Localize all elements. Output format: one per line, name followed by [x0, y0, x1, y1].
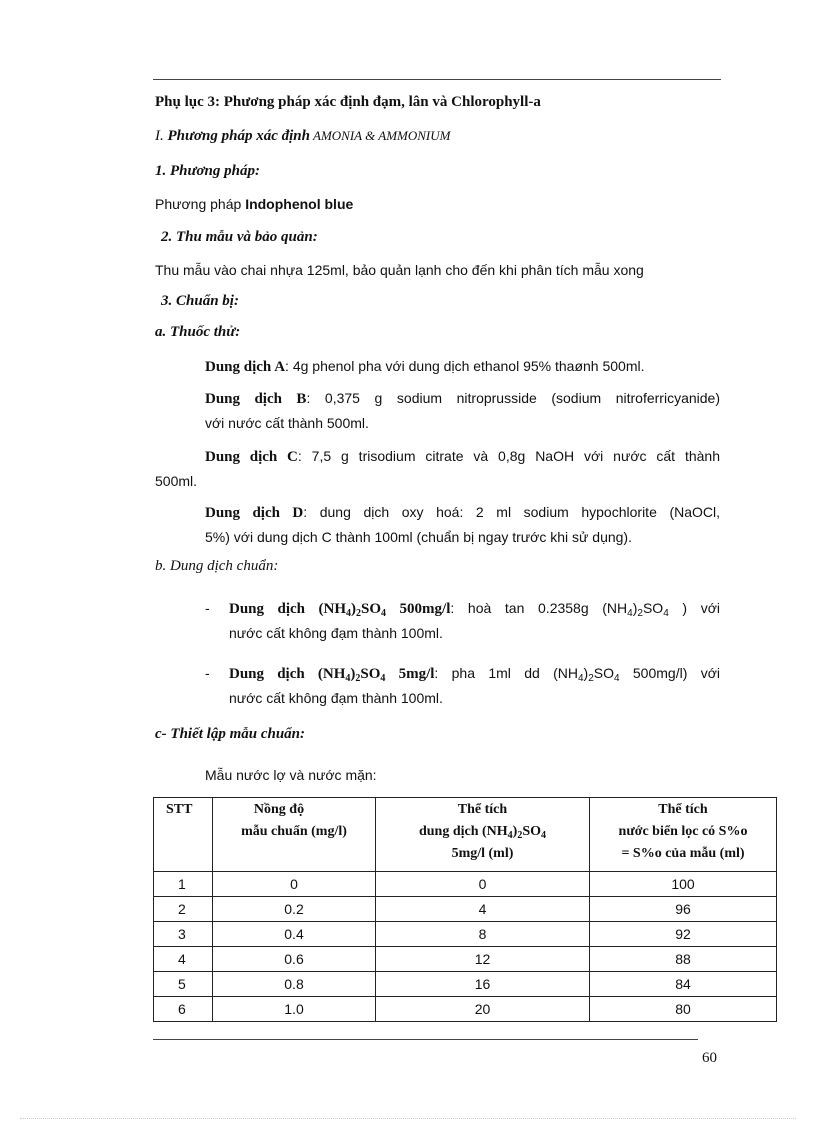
cell-seawater: 80 — [590, 997, 777, 1022]
reagent-text: : dung dịch oxy hoá: 2 ml sodium hypochlorite (NaOCl, — [303, 504, 720, 520]
standard-line — [229, 596, 720, 621]
standard-solution-heading: b. Dung dịch chuẩn: — [155, 558, 279, 574]
cell-concentration: 0.4 — [213, 922, 376, 947]
cell-concentration: 0.8 — [213, 972, 376, 997]
method-name: Indophenol blue — [245, 196, 354, 212]
header-rule — [153, 79, 721, 80]
cell-seawater: 96 — [590, 897, 777, 922]
reagent-label: Dung dịch B — [205, 391, 307, 407]
cell-concentration: 1.0 — [213, 997, 376, 1022]
standard-label: Dung dịch $(NH_4)_2SO_4$ 5mg/l — [229, 666, 435, 684]
cell-stt: 3 — [154, 922, 213, 947]
header-concentration: Nồng độ mẫu chuẩn (mg/l) — [213, 798, 376, 872]
standard-line — [229, 661, 720, 686]
reagent-d — [205, 500, 720, 549]
cell-seawater: 92 — [590, 922, 777, 947]
reagent-label: Dung dịch A — [205, 359, 286, 375]
reagents-heading: a. Thuốc thử: — [155, 324, 241, 340]
cell-concentration: 0.6 — [213, 947, 376, 972]
method-text: Phương pháp — [155, 196, 246, 212]
standard-line: nước cất không đạm thành 100ml. — [229, 625, 443, 641]
cell-volume: 20 — [376, 997, 590, 1022]
header-volume: Thể tích dung dịch $(NH_4)_2SO_4$ 5mg/l (ml) — [376, 798, 590, 872]
method-paragraph — [155, 196, 353, 214]
reagent-text: : 0,375 g sodium nitroprusside (sodium nitroferricyanide) — [306, 390, 720, 406]
standard-text: : pha 1ml dd $(NH_4)_2SO_4$ 500mg/l) với — [434, 665, 720, 684]
reagent-line: 5%) với dung dịch C thành 100ml (chuẩn bị ngay trước khi sử dụng). — [205, 529, 632, 545]
standard-line: nước cất không đạm thành 100ml. — [229, 690, 443, 706]
reagent-line: 500ml. — [155, 473, 198, 489]
cell-volume: 16 — [376, 972, 590, 997]
standard-table — [153, 797, 777, 1022]
page-number: 60 — [702, 1050, 717, 1066]
cell-stt: 4 — [154, 947, 213, 972]
cell-seawater: 84 — [590, 972, 777, 997]
sampling-text: Thu mẫu vào chai nhựa 125ml, bảo quản lạnh cho đến khi phân tích mẫu xong — [155, 262, 644, 278]
reagent-text: : 7,5 g trisodium citrate và 0,8g NaOH với nước cất thành — [297, 448, 720, 464]
reagent-text: : 4g phenol pha với dung dịch ethanol 95% thaønh 500ml. — [285, 358, 645, 374]
setup-heading: c- Thiết lập mẫu chuẩn: — [155, 726, 306, 742]
cell-seawater: 88 — [590, 947, 777, 972]
cell-volume: 4 — [376, 897, 590, 922]
cell-stt: 1 — [154, 872, 213, 897]
table-row — [154, 997, 777, 1022]
cell-concentration: 0 — [213, 872, 376, 897]
preparation-heading: 3. Chuẩn bị: — [161, 293, 239, 309]
reagent-label: Dung dịch D — [205, 505, 304, 521]
bullet-dash: - — [205, 600, 210, 616]
setup-intro: Mẫu nước lợ và nước mặn: — [205, 767, 377, 783]
standard-solution-1 — [229, 596, 720, 645]
footer-rule — [153, 1039, 698, 1040]
reagent-b — [205, 386, 720, 435]
section-1-rest: AMONIA & AMMONIUM — [310, 128, 451, 143]
reagent-line — [205, 500, 720, 525]
reagent-a — [205, 354, 720, 379]
cell-stt: 5 — [154, 972, 213, 997]
table-row — [154, 947, 777, 972]
header-stt: STT — [154, 798, 213, 872]
section-1-prefix: I. — [155, 128, 168, 144]
header-seawater-volume: Thể tích nước biển lọc có S%o = S%o của mẫu (ml) — [590, 798, 777, 872]
standard-label: Dung dịch $(NH_4)_2SO_4$ 500mg/l — [229, 601, 451, 619]
reagent-line: với nước cất thành 500ml. — [205, 415, 369, 431]
cell-stt: 2 — [154, 897, 213, 922]
reagent-label: Dung dịch C — [205, 449, 298, 465]
table-row — [154, 897, 777, 922]
cell-volume: 12 — [376, 947, 590, 972]
bullet-dash: - — [205, 665, 210, 681]
cell-seawater: 100 — [590, 872, 777, 897]
method-heading: 1. Phương pháp: — [155, 163, 260, 179]
table-row — [154, 972, 777, 997]
appendix-heading: Phụ lục 3: Phương pháp xác định đạm, lân và Chlorophyll-a — [155, 94, 541, 110]
section-1-heading — [155, 128, 450, 145]
standard-solution-2 — [229, 661, 720, 710]
cell-stt: 6 — [154, 997, 213, 1022]
page-edge — [20, 1118, 796, 1119]
sampling-heading: 2. Thu mẫu và bảo quản: — [161, 229, 318, 245]
table-header-row — [154, 798, 777, 872]
cell-concentration: 0.2 — [213, 897, 376, 922]
standard-text: : hoà tan 0.2358g $(NH_4)_2SO_4$ ) với — [450, 600, 720, 619]
cell-volume: 8 — [376, 922, 590, 947]
table-row — [154, 922, 777, 947]
reagent-line — [205, 386, 720, 411]
cell-volume: 0 — [376, 872, 590, 897]
reagent-c — [155, 444, 720, 493]
table-row — [154, 872, 777, 897]
section-1-bold: Phương pháp xác định — [167, 128, 310, 144]
reagent-line — [155, 444, 720, 469]
